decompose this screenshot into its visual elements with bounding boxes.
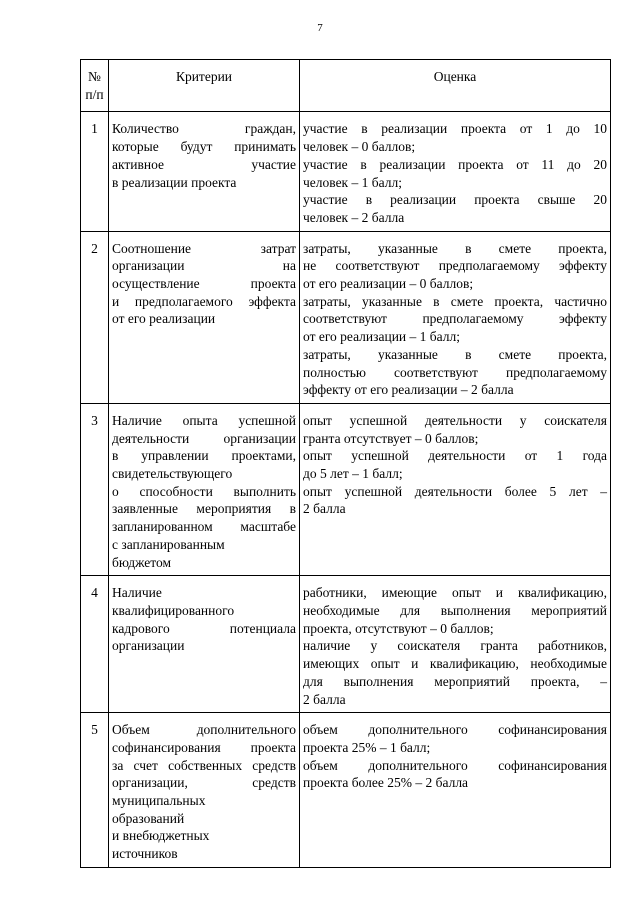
criteria-line: с запланированным xyxy=(112,536,225,552)
criteria-line: софинансирования проекта xyxy=(112,739,296,755)
evaluation-line: объем дополнительного софинансирования xyxy=(303,722,607,738)
table-header-row xyxy=(81,60,611,112)
evaluation-line: опыт успешной деятельности более 5 лет – xyxy=(303,483,607,499)
header-criteria: Критерии xyxy=(109,60,300,112)
criteria-cell xyxy=(109,713,300,868)
criteria-line: образований xyxy=(112,810,185,826)
criteria-line: запланированном масштабе xyxy=(112,519,296,535)
criteria-cell xyxy=(109,576,300,713)
criteria-cell xyxy=(109,112,300,231)
evaluation-line: имеющих опыт и квалификацию, необходимые xyxy=(303,656,607,672)
criteria-line: Наличие xyxy=(112,585,162,601)
criteria-line: и предполагаемого эффекта xyxy=(112,293,296,309)
page-number: 7 xyxy=(317,22,323,34)
evaluation-line: человек – 2 балла xyxy=(303,209,405,225)
header-number xyxy=(81,60,109,112)
criteria-line: свидетельствующего xyxy=(112,466,233,482)
evaluation-line: опыт успешной деятельности от 1 года xyxy=(303,448,607,464)
criteria-line: от его реализации xyxy=(112,311,216,327)
evaluation-line: человек – 1 балл; xyxy=(303,174,402,190)
evaluation-cell xyxy=(300,403,611,575)
evaluation-line: от его реализации – 0 баллов; xyxy=(303,276,474,292)
criteria-line: Объем дополнительного xyxy=(112,722,296,738)
table-row xyxy=(81,576,611,713)
evaluation-cell xyxy=(300,713,611,868)
evaluation-line: человек – 0 баллов; xyxy=(303,139,416,155)
criteria-line: квалифицированного xyxy=(112,602,235,618)
header-evaluation: Оценка xyxy=(300,60,611,112)
criteria-line: источников xyxy=(112,846,178,862)
evaluation-cell xyxy=(300,231,611,403)
evaluation-line: наличие у соискателя гранта работников, xyxy=(303,638,607,654)
criteria-line: активное участие xyxy=(112,156,296,172)
evaluation-cell xyxy=(300,112,611,231)
criteria-line: организации xyxy=(112,638,185,654)
evaluation-line: проекта более 25% – 2 балла xyxy=(303,775,469,791)
evaluation-line: участие в реализации проекта свыше 20 xyxy=(303,192,607,208)
evaluation-line: эффекту от его реализации – 2 балла xyxy=(303,382,514,398)
evaluation-line: 2 балла xyxy=(303,501,346,517)
table-row xyxy=(81,231,611,403)
evaluation-line: проекта, отсутствуют – 0 баллов; xyxy=(303,620,494,636)
criteria-line: и внебюджетных xyxy=(112,828,210,844)
criteria-line: заявленные мероприятия в xyxy=(112,501,296,517)
evaluation-line: работники, имеющие опыт и квалификацию, xyxy=(303,585,607,601)
criteria-cell xyxy=(109,231,300,403)
criteria-line: осуществление проекта xyxy=(112,276,296,292)
criteria-line: бюджетом xyxy=(112,554,172,570)
table-row xyxy=(81,713,611,868)
criteria-line: организации, средств xyxy=(112,775,296,791)
header-number-line-2: п/п xyxy=(85,86,104,102)
evaluation-line: 2 балла xyxy=(303,691,346,707)
criteria-cell xyxy=(109,403,300,575)
table-row xyxy=(81,112,611,231)
criteria-line: которые будут принимать xyxy=(112,139,296,155)
evaluation-line: для выполнения мероприятий проекта, – xyxy=(303,673,607,689)
evaluation-line: объем дополнительного софинансирования xyxy=(303,757,607,773)
row-number: 4 xyxy=(81,576,109,713)
criteria-line: Соотношение затрат xyxy=(112,240,296,256)
criteria-line: организации на xyxy=(112,258,296,274)
evaluation-line: участие в реализации проекта от 11 до 20 xyxy=(303,156,607,172)
criteria-line: Количество граждан, xyxy=(112,121,296,137)
criteria-line: в реализации проекта xyxy=(112,174,237,190)
row-number: 5 xyxy=(81,713,109,868)
evaluation-line: опыт успешной деятельности у соискателя xyxy=(303,412,607,428)
evaluation-line: до 5 лет – 1 балл; xyxy=(303,466,403,482)
evaluation-line: затраты, указанные в смете проекта, xyxy=(303,346,607,362)
evaluation-line: не соответствуют предполагаемому эффекту xyxy=(303,258,607,274)
criteria-line: за счет собственных средств xyxy=(112,757,296,773)
evaluation-line: проекта 25% – 1 балл; xyxy=(303,739,431,755)
criteria-line: муниципальных xyxy=(112,793,206,809)
criteria-line: кадрового потенциала xyxy=(112,620,296,636)
evaluation-line: участие в реализации проекта от 1 до 10 xyxy=(303,121,607,137)
row-number: 2 xyxy=(81,231,109,403)
evaluation-line: затраты, указанные в смете проекта, частично xyxy=(303,293,607,309)
evaluation-line: соответствуют предполагаемому эффекту xyxy=(303,311,607,327)
evaluation-line: от его реализации – 1 балл; xyxy=(303,329,460,345)
evaluation-line: гранта отсутствует – 0 баллов; xyxy=(303,430,479,446)
evaluation-line: необходимые для выполнения мероприятий xyxy=(303,602,607,618)
criteria-table xyxy=(80,59,611,868)
header-number-line-1: № xyxy=(88,69,101,84)
criteria-line: Наличие опыта успешной xyxy=(112,412,296,428)
criteria-line: деятельности организации xyxy=(112,430,296,446)
criteria-line: в управлении проектами, xyxy=(112,448,296,464)
evaluation-line: затраты, указанные в смете проекта, xyxy=(303,240,607,256)
evaluation-cell xyxy=(300,576,611,713)
evaluation-line: полностью соответствуют предполагаемому xyxy=(303,364,607,380)
table-row xyxy=(81,403,611,575)
row-number: 1 xyxy=(81,112,109,231)
row-number: 3 xyxy=(81,403,109,575)
table-body xyxy=(81,112,611,867)
criteria-line: о способности выполнить xyxy=(112,483,296,499)
